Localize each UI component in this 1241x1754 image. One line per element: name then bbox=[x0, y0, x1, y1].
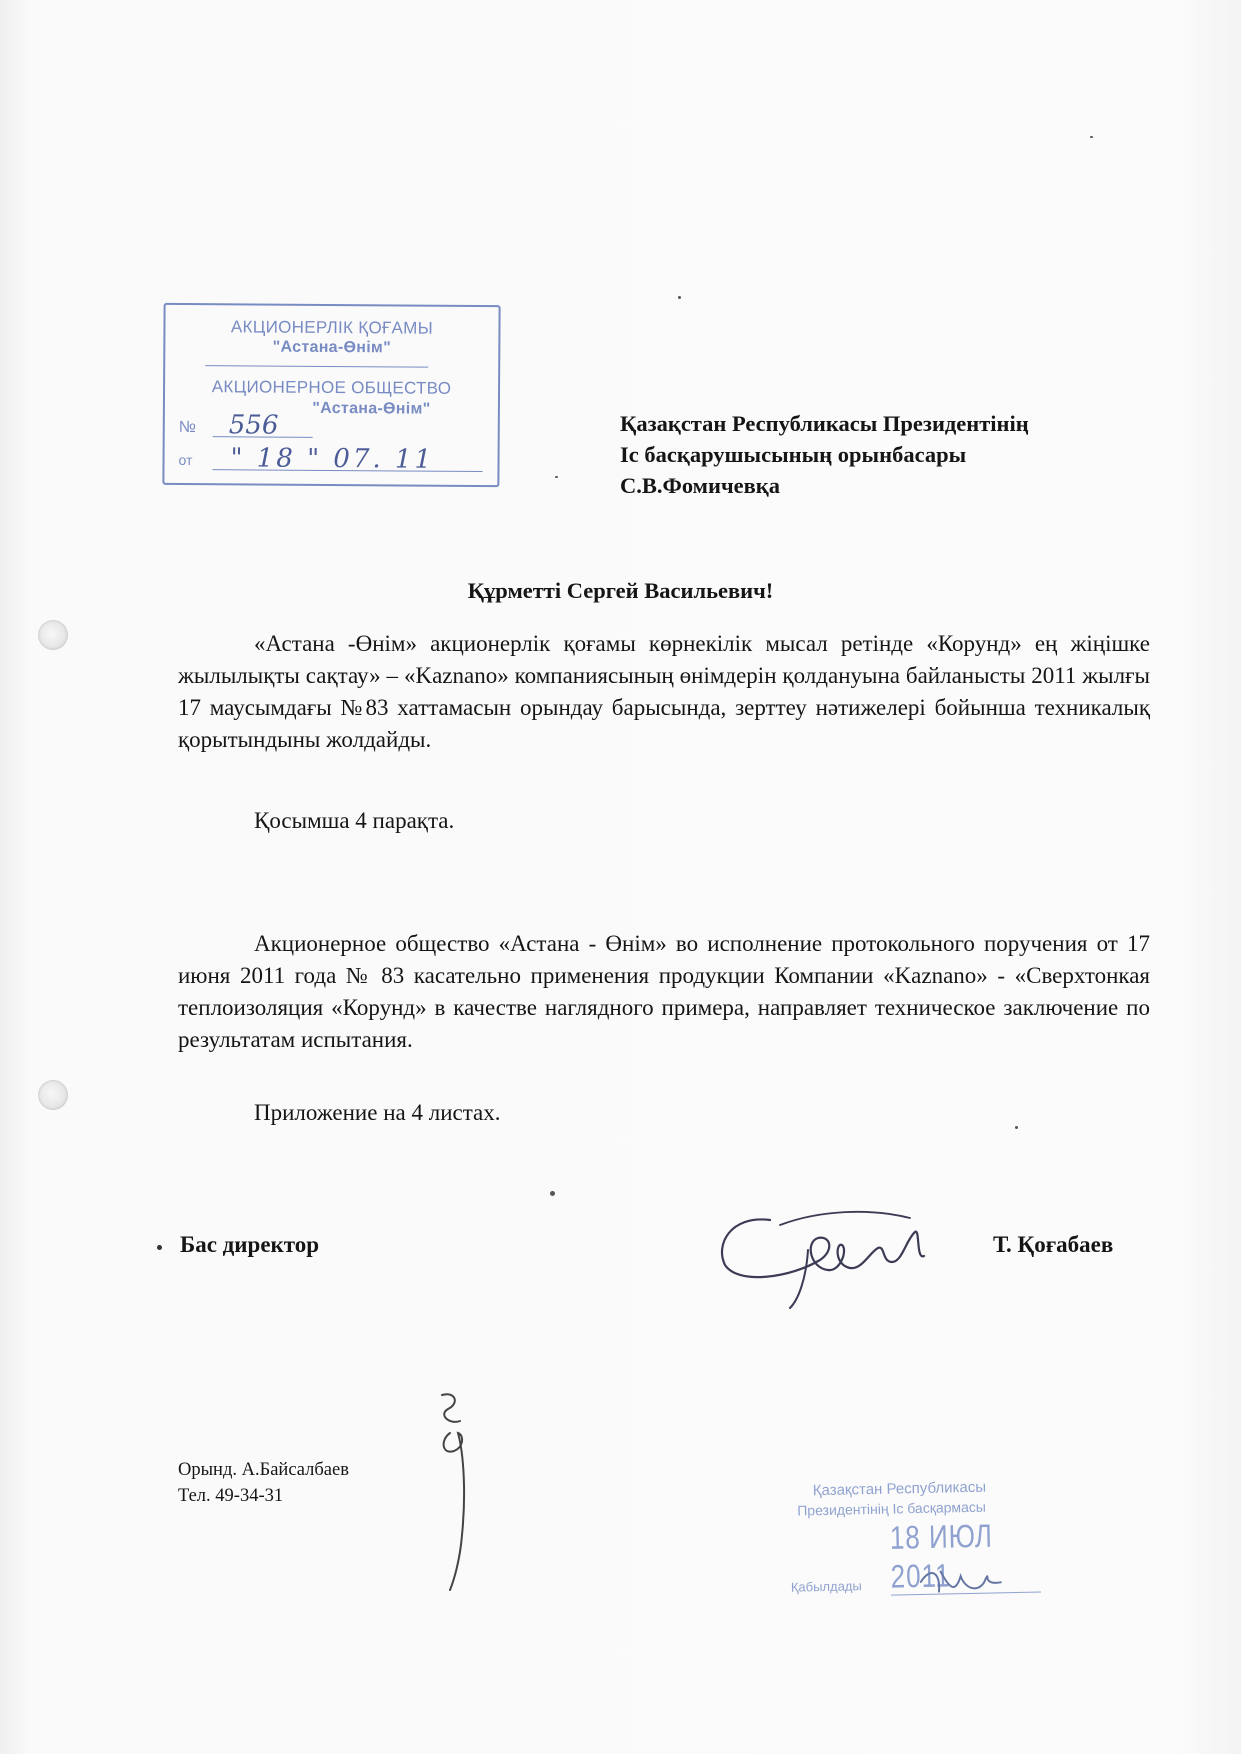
sender-registration-stamp bbox=[162, 303, 500, 487]
incoming-registration-stamp bbox=[789, 1477, 1052, 1612]
addressee-line-2: Іс басқарушысының орынбасары bbox=[620, 442, 967, 467]
signatory-title: Бас директор bbox=[180, 1232, 320, 1257]
executor-phone: Тел. 49-34-31 bbox=[178, 1486, 284, 1506]
handwritten-signature bbox=[710, 1190, 960, 1310]
stamp-divider bbox=[205, 365, 428, 368]
scan-speck bbox=[1015, 1126, 1018, 1129]
addressee-block bbox=[620, 408, 1180, 501]
stamp-name-kz: "Астана-Өнім" bbox=[272, 338, 392, 357]
stamp-number-label: № bbox=[178, 418, 197, 437]
attachment-note-kz: Қосымша 4 парақта. bbox=[254, 808, 455, 833]
addressee-line-3: С.В.Фомичевқа bbox=[620, 473, 780, 498]
in-stamp-line-1: Қазақстан Республикасы bbox=[812, 1478, 987, 1500]
scan-speck bbox=[555, 476, 558, 478]
in-stamp-received-label: Қабылдады bbox=[790, 1578, 862, 1595]
signatory-name: Т. Қоғабаев bbox=[993, 1232, 1114, 1257]
stamp-date-value: " 18 " 07. 11 bbox=[230, 443, 435, 475]
stamp-org-ru: АКЦИОНЕРНОЕ ОБЩЕСТВО bbox=[211, 377, 452, 398]
addressee-line-1: Қазақстан Республикасы Президентінің bbox=[620, 411, 1029, 436]
margin-dot bbox=[157, 1245, 162, 1250]
body-paragraph-ru: Акционерное общество «Астана - Өнім» во исполнение протокольного поручения от 17 июня 2011 года № 83 касательно применения продукции Компании «Kaznano» - «Сверхтонкая теплоизоляция «Корунд» в качестве наглядного примера, направляет техническое заключение по результатам испытания. bbox=[178, 931, 1150, 1052]
stamp-org-kz: АКЦИОНЕРЛІК ҚОҒАМЫ bbox=[230, 317, 434, 338]
receiver-initials bbox=[910, 1560, 1011, 1602]
in-stamp-date: 18 ИЮЛ 2011 bbox=[889, 1516, 994, 1596]
scan-speck bbox=[1090, 136, 1093, 138]
executor-block bbox=[178, 1457, 349, 1509]
attachment-note-ru: Приложение на 4 листах. bbox=[254, 1100, 501, 1125]
stamp-name-ru: "Астана-Өнім" bbox=[312, 399, 431, 418]
salutation: Құрметті Сергей Васильевич! bbox=[467, 578, 774, 603]
handwritten-visa bbox=[420, 1385, 510, 1595]
scan-speck bbox=[678, 296, 681, 299]
stamp-number-value: 556 bbox=[228, 410, 279, 441]
executor-name: Орынд. А.Байсалбаев bbox=[178, 1460, 349, 1480]
scan-speck bbox=[550, 1191, 555, 1196]
body-paragraph-kz: «Астана -Өнім» акционерлік қоғамы көрнекілік мысал ретінде «Корунд» ең жіңішке жылылықты сақтау» – «Kaznano» компаниясының өнімдерін қолдануына байланысты 2011 жылғы 17 маусымдағы №83 хаттамасын орындау барысында, зерттеу нәтижелері бойынша техникалық қорытындыны жолдайды. bbox=[178, 631, 1150, 752]
punch-hole-top bbox=[38, 620, 68, 650]
in-stamp-line-2: Президентінің Іс басқармасы bbox=[797, 1498, 987, 1519]
stamp-date-label: от bbox=[178, 451, 193, 469]
punch-hole-bottom bbox=[38, 1080, 68, 1110]
